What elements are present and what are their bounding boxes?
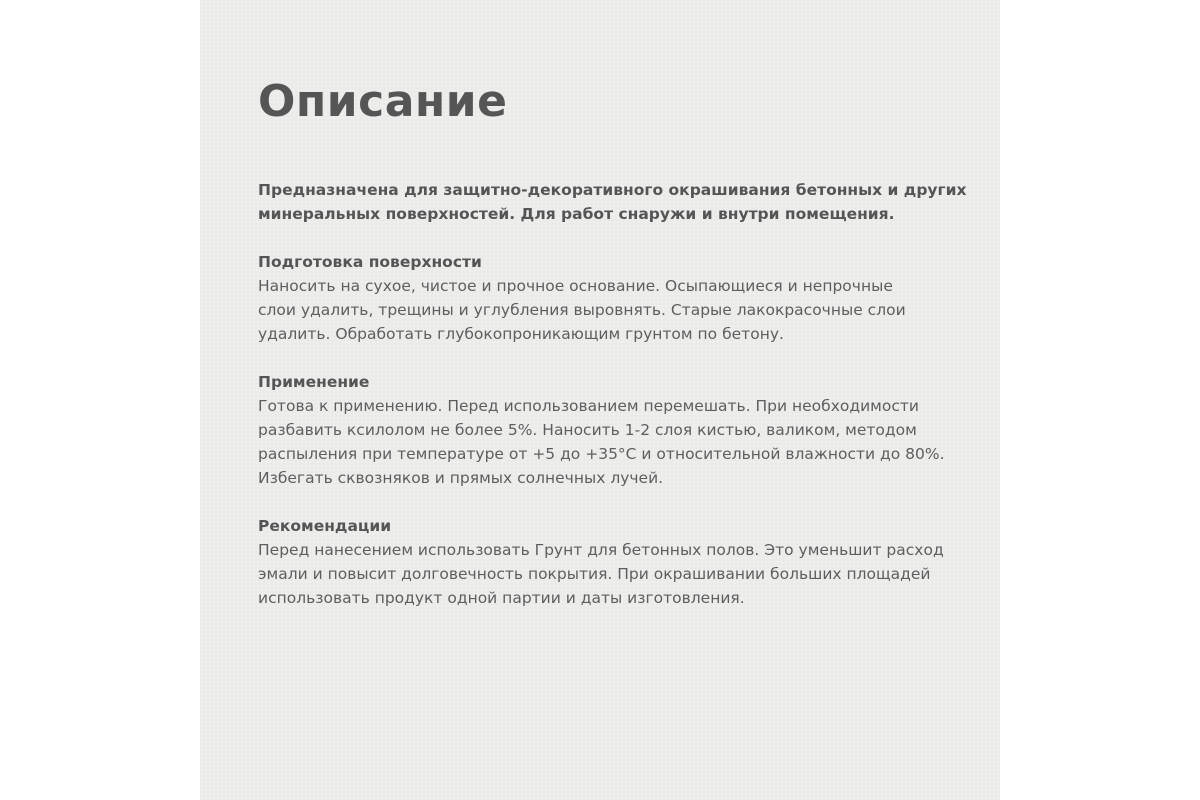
intro-text bbox=[258, 178, 967, 226]
text-line: Перед нанесением использовать Грунт для бетонных полов. Это уменьшит расход bbox=[258, 541, 944, 559]
text-line: слои удалить, трещины и углубления выровнять. Старые лакокрасочные слои bbox=[258, 301, 906, 319]
text-line: использовать продукт одной партии и даты изготовления. bbox=[258, 589, 745, 607]
text-line: Наносить на сухое, чистое и прочное основание. Осыпающиеся и непрочные bbox=[258, 277, 893, 295]
intro-line: минеральных поверхностей. Для работ снаружи и внутри помещения. bbox=[258, 205, 895, 223]
description-card bbox=[200, 0, 1000, 800]
section-heading: Рекомендации bbox=[258, 517, 392, 535]
text-line: распыления при температуре от +5 до +35°С и относительной влажности до 80%. bbox=[258, 445, 945, 463]
intro-line: Предназначена для защитно-декоративного окрашивания бетонных и других bbox=[258, 181, 967, 199]
text-line: Готова к применению. Перед использованием перемешать. При необходимости bbox=[258, 397, 919, 415]
section-heading: Применение bbox=[258, 373, 370, 391]
section-surface-preparation bbox=[258, 250, 942, 346]
text-line: эмали и повысит долговечность покрытия. При окрашивании больших площадей bbox=[258, 565, 931, 583]
section-text bbox=[258, 394, 945, 490]
section-text bbox=[258, 274, 942, 346]
text-line: Избегать сквозняков и прямых солнечных лучей. bbox=[258, 469, 664, 487]
section-heading: Подготовка поверхности bbox=[258, 253, 482, 271]
section-text bbox=[258, 538, 942, 610]
text-line: разбавить ксилолом не более 5%. Наносить 1-2 слоя кистью, валиком, методом bbox=[258, 421, 917, 439]
page-title: Описание bbox=[258, 76, 508, 127]
section-application bbox=[258, 370, 945, 490]
text-line: удалить. Обработать глубокопроникающим грунтом по бетону. bbox=[258, 325, 784, 343]
section-recommendations bbox=[258, 514, 942, 610]
